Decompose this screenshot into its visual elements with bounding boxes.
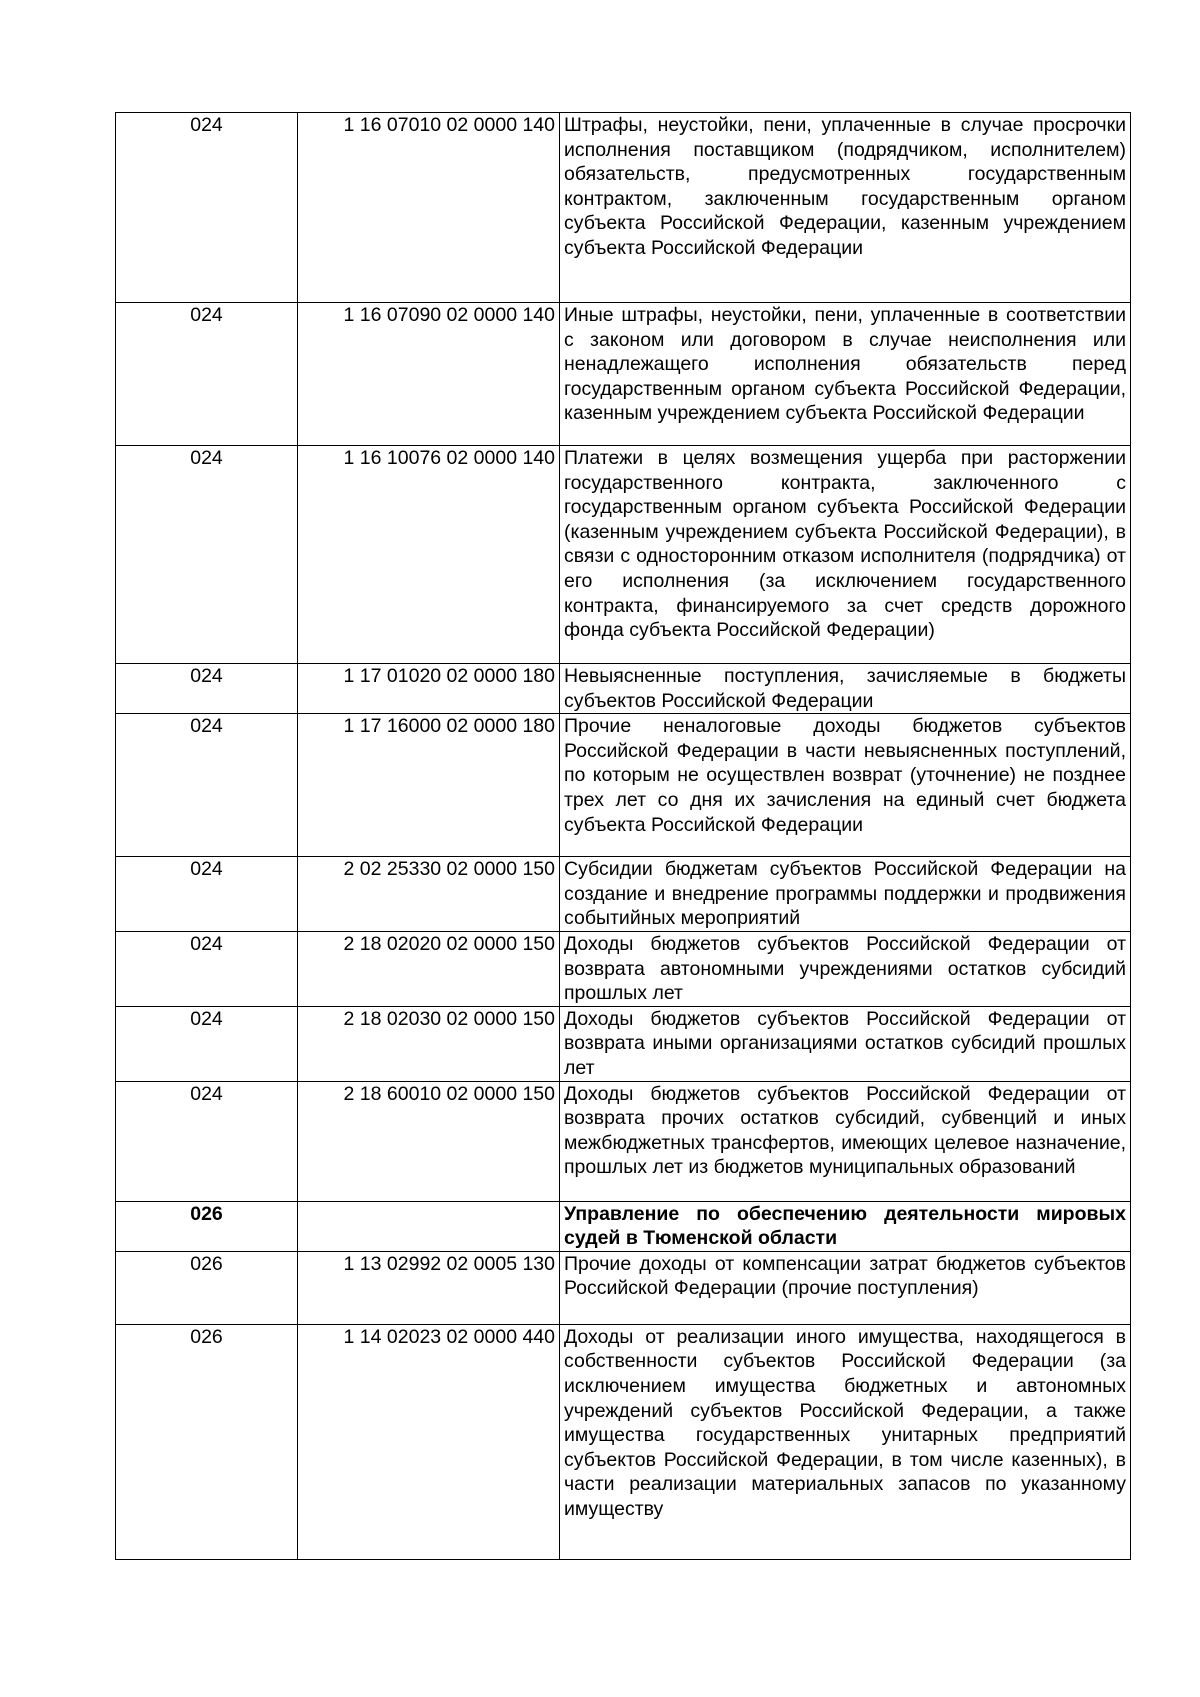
budget-classification-code-cell: 1 16 07090 02 0000 140 [298, 303, 560, 446]
administrator-code-cell: 024 [116, 303, 298, 446]
administrator-code-cell: 024 [116, 857, 298, 932]
budget-classification-code-cell: 1 16 07010 02 0000 140 [298, 113, 560, 303]
administrator-code-cell: 024 [116, 1006, 298, 1081]
table-row [116, 931, 1131, 1006]
table-row [116, 857, 1131, 932]
table-row [116, 1251, 1131, 1324]
budget-classification-code-cell: 2 18 02020 02 0000 150 [298, 931, 560, 1006]
table-row [116, 446, 1131, 664]
table-row [116, 1006, 1131, 1081]
table-row [116, 714, 1131, 857]
administrator-code-cell: 026 [116, 1324, 298, 1559]
budget-classification-code-cell: 1 13 02992 02 0005 130 [298, 1251, 560, 1324]
table-row [116, 1081, 1131, 1201]
table-row-section-header [116, 1201, 1131, 1251]
budget-classification-code-cell [298, 1201, 560, 1251]
budget-classification-code-cell: 2 02 25330 02 0000 150 [298, 857, 560, 932]
revenue-name-cell: Доходы от реализации иного имущества, находящегося в собственности субъектов Российской Федерации (за исключением имущества бюджетных и автономных учреждений субъектов Российской Федерации, а также имущества государственных унитарных предприятий субъектов Российской Федерации, в том числе казенных), в части реализации материальных запасов по указанному имуществу [560, 1324, 1131, 1559]
administrator-code-cell: 024 [116, 931, 298, 1006]
administrator-code-cell: 024 [116, 714, 298, 857]
administrator-code-cell: 024 [116, 1081, 298, 1201]
administrator-code-cell: 024 [116, 664, 298, 714]
administrator-code-cell: 024 [116, 113, 298, 303]
revenue-name-cell: Доходы бюджетов субъектов Российской Федерации от возврата прочих остатков субсидий, субвенций и иных межбюджетных трансфертов, имеющих целевое назначение, прошлых лет из бюджетов муниципальных образований [560, 1081, 1131, 1201]
table-row [116, 303, 1131, 446]
budget-classification-code-cell: 1 17 16000 02 0000 180 [298, 714, 560, 857]
revenue-name-cell: Прочие доходы от компенсации затрат бюджетов субъектов Российской Федерации (прочие поступления) [560, 1251, 1131, 1324]
revenue-name-cell: Прочие неналоговые доходы бюджетов субъектов Российской Федерации в части невыясненных поступлений, по которым не осуществлен возврат (уточнение) не позднее трех лет со дня их зачисления на единый счет бюджета субъекта Российской Федерации [560, 714, 1131, 857]
budget-classification-code-cell: 1 14 02023 02 0000 440 [298, 1324, 560, 1559]
revenue-name-cell: Невыясненные поступления, зачисляемые в бюджеты субъектов Российской Федерации [560, 664, 1131, 714]
budget-classification-code-cell: 1 16 10076 02 0000 140 [298, 446, 560, 664]
table-row [116, 113, 1131, 303]
table-row [116, 664, 1131, 714]
revenue-name-cell: Доходы бюджетов субъектов Российской Федерации от возврата иными организациями остатков субсидий прошлых лет [560, 1006, 1131, 1081]
budget-classification-code-cell: 2 18 02030 02 0000 150 [298, 1006, 560, 1081]
revenue-name-cell: Штрафы, неустойки, пени, уплаченные в случае просрочки исполнения поставщиком (подрядчиком, исполнителем) обязательств, предусмотренных государственным контрактом, заключенным государственным органом субъекта Российской Федерации, казенным учреждением субъекта Российской Федерации [560, 113, 1131, 303]
revenue-name-cell: Иные штрафы, неустойки, пени, уплаченные в соответствии с законом или договором в случае неисполнения или ненадлежащего исполнения обязательств перед государственным органом субъекта Российской Федерации, казенным учреждением субъекта Российской Федерации [560, 303, 1131, 446]
administrator-name-cell: Управление по обеспечению деятельности мировых судей в Тюменской области [560, 1201, 1131, 1251]
revenue-name-cell: Платежи в целях возмещения ущерба при расторжении государственного контракта, заключенного с государственным органом субъекта Российской Федерации (казенным учреждением субъекта Российской Федерации), в связи с односторонним отказом исполнителя (подрядчика) от его исполнения (за исключением государственного контракта, финансируемого за счет средств дорожного фонда субъекта Российской Федерации) [560, 446, 1131, 664]
administrator-code-cell: 026 [116, 1201, 298, 1251]
administrator-code-cell: 024 [116, 446, 298, 664]
revenue-name-cell: Доходы бюджетов субъектов Российской Федерации от возврата автономными учреждениями остатков субсидий прошлых лет [560, 931, 1131, 1006]
administrator-code-cell: 026 [116, 1251, 298, 1324]
budget-classification-code-cell: 2 18 60010 02 0000 150 [298, 1081, 560, 1201]
revenue-classification-table [115, 112, 1131, 1560]
revenue-name-cell: Субсидии бюджетам субъектов Российской Федерации на создание и внедрение программы поддержки и продвижения событийных мероприятий [560, 857, 1131, 932]
table-row [116, 1324, 1131, 1559]
budget-classification-code-cell: 1 17 01020 02 0000 180 [298, 664, 560, 714]
